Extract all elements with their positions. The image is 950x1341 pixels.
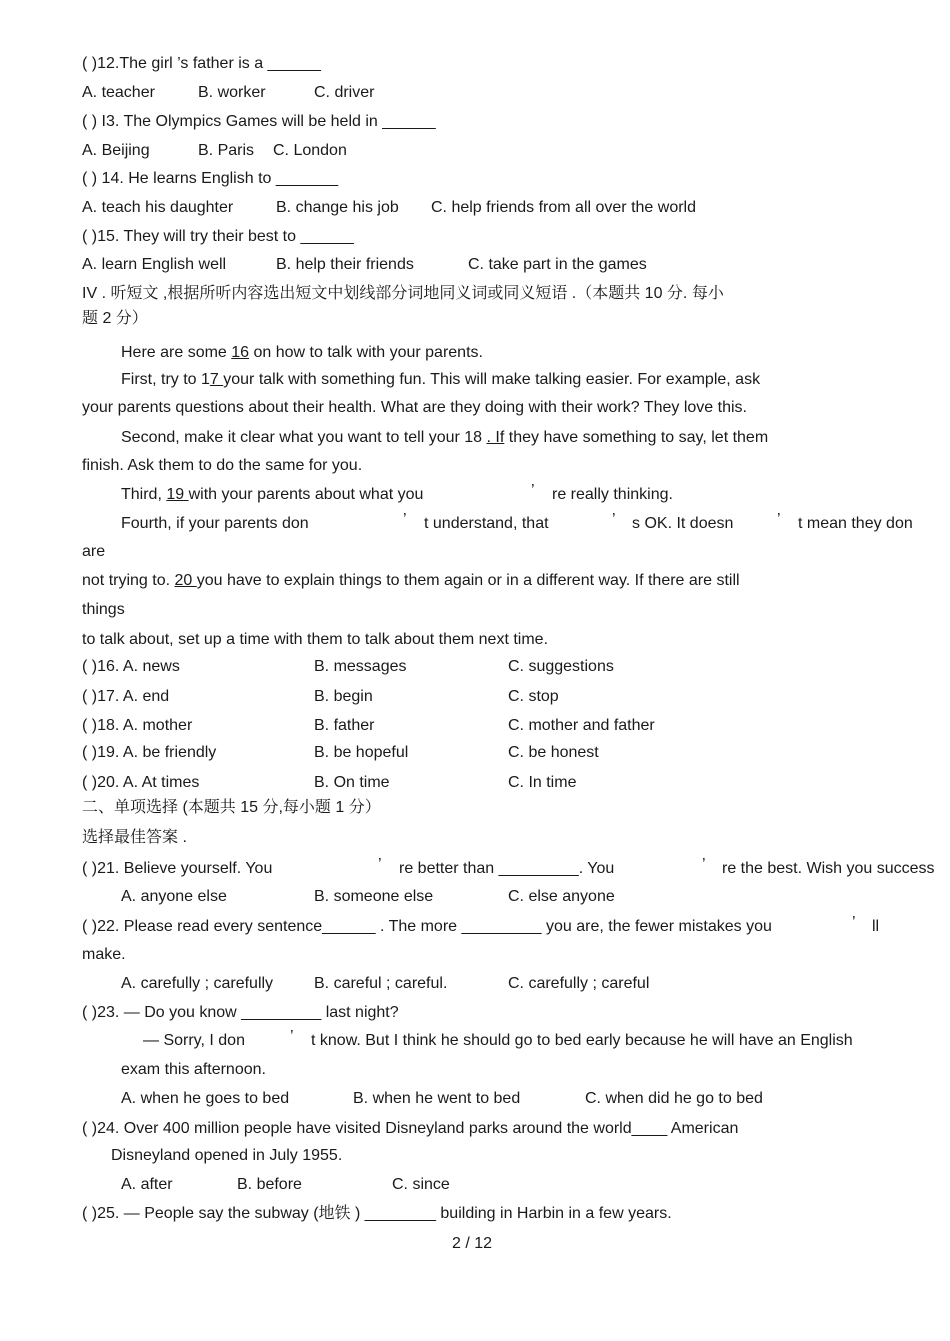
q18-option-a: ( )18. A. mother <box>82 717 193 734</box>
page-number: 2 / 12 <box>452 1235 493 1252</box>
q22-stem: ( )22. Please read every sentence______ . The more _________ you are, the fewer mistakes you <box>82 918 772 935</box>
q21-stem: ( )21. Believe yourself. You <box>82 860 273 877</box>
q19-option-b: B. be hopeful <box>314 744 409 761</box>
q16-option-c: C. suggestions <box>508 658 614 675</box>
apostrophe: ’ <box>612 511 616 528</box>
apostrophe: ’ <box>777 511 781 528</box>
q23-stem: ( )23. — Do you know _________ last night? <box>82 1004 399 1021</box>
passage-line-7: Fourth, if your parents don <box>121 515 309 532</box>
apostrophe: ’ <box>531 482 535 499</box>
q23-option-b: B. when he went to bed <box>353 1090 521 1107</box>
q14-option-c: C. help friends from all over the world <box>431 199 696 216</box>
q24-option-a: A. after <box>121 1176 173 1193</box>
passage-line-11: to talk about, set up a time with them to talk about them next time. <box>82 631 549 648</box>
passage-line-5: finish. Ask them to do the same for you. <box>82 457 363 474</box>
q12-option-c: C. driver <box>314 84 375 101</box>
q13-option-a: A. Beijing <box>82 142 150 159</box>
apostrophe: ’ <box>852 914 856 931</box>
passage-line-7-c: s OK. It doesn <box>632 515 734 532</box>
blank-19: 19 <box>166 486 189 503</box>
q25-stem: ( )25. — People say the subway (地铁 ) ________ building in Harbin in a few years. <box>82 1205 672 1222</box>
section-2-title: 二、单项选择 (本题共 15 分,每小题 1 分） <box>82 799 381 816</box>
section-4-title: IV . 听短文 ,根据所听内容选出短文中划线部分词地同义词或同义短语 .（本题共 10 分. 每小 <box>82 285 724 302</box>
q23-option-a: A. when he goes to bed <box>121 1090 290 1107</box>
q17-option-b: B. begin <box>314 688 373 705</box>
q13-option-b: B. Paris <box>198 142 255 159</box>
section-4-title-cont: 题 2 分） <box>82 310 148 327</box>
passage-line-9: not trying to. 20 you have to explain things to them again or in a different way. If there are still <box>82 572 740 589</box>
q21-option-b: B. someone else <box>314 888 434 905</box>
q22-option-b: B. careful ; careful. <box>314 975 448 992</box>
passage-line-1: Here are some 16 on how to talk with your parents. <box>121 344 483 361</box>
apostrophe: ’ <box>702 856 706 873</box>
q20-option-b: B. On time <box>314 774 390 791</box>
q18-option-c: C. mother and father <box>508 717 655 734</box>
passage-line-6: Third, 19 with your parents about what you <box>121 486 424 503</box>
q14-option-b: B. change his job <box>276 199 399 216</box>
q23-option-c: C. when did he go to bed <box>585 1090 763 1107</box>
q12-stem: ( )12.The girl ’s father is a ______ <box>82 55 321 72</box>
q21-option-c: C. else anyone <box>508 888 615 905</box>
q24-stem-cont: Disneyland opened in July 1955. <box>111 1147 343 1164</box>
q13-option-c: C. London <box>273 142 347 159</box>
q12-option-b: B. worker <box>198 84 266 101</box>
passage-line-10: things <box>82 601 125 618</box>
blank-16: 16 <box>231 344 250 361</box>
apostrophe: ’ <box>290 1028 294 1045</box>
q15-option-c: C. take part in the games <box>468 256 647 273</box>
q23-line-3: exam this afternoon. <box>121 1061 266 1078</box>
q20-option-c: C. In time <box>508 774 577 791</box>
passage-line-2: First, try to 17 your talk with something fun. This will make talking easier. For example, ask <box>121 371 761 388</box>
q21-stem-c: re the best. Wish you success <box>722 860 935 877</box>
q13-stem: ( ) I3. The Olympics Games will be held in ______ <box>82 113 436 130</box>
q23-line-2-b: t know. But I think he should go to bed early because he will have an English <box>311 1032 853 1049</box>
q22-stem-b: ll <box>872 918 880 935</box>
q21-stem-b: re better than _________. You <box>399 860 615 877</box>
q24-stem: ( )24. Over 400 million people have visited Disneyland parks around the world____ American <box>82 1120 739 1137</box>
q22-stem-cont: make. <box>82 946 126 963</box>
passage-line-6-end: re really thinking. <box>552 486 673 503</box>
q19-option-a: ( )19. A. be friendly <box>82 744 217 761</box>
passage-line-8: are <box>82 543 106 560</box>
q15-option-a: A. learn English well <box>82 256 227 273</box>
q15-stem: ( )15. They will try their best to ______ <box>82 228 354 245</box>
q17-option-c: C. stop <box>508 688 559 705</box>
q23-line-2: — Sorry, I don <box>143 1032 245 1049</box>
q22-option-c: C. carefully ; careful <box>508 975 650 992</box>
apostrophe: ’ <box>378 856 382 873</box>
passage-line-7-d: t mean they don <box>798 515 913 532</box>
q14-option-a: A. teach his daughter <box>82 199 234 216</box>
q18-option-b: B. father <box>314 717 375 734</box>
q14-stem: ( ) 14. He learns English to _______ <box>82 170 339 187</box>
blank-18: . If <box>486 429 505 446</box>
passage-line-4: Second, make it clear what you want to tell your 18 . If they have something to say, let them <box>121 429 769 446</box>
q24-option-c: C. since <box>392 1176 450 1193</box>
q19-option-c: C. be honest <box>508 744 599 761</box>
passage-line-3: your parents questions about their health. What are they doing with their work? They love this. <box>82 399 747 416</box>
q20-option-a: ( )20. A. At times <box>82 774 200 791</box>
blank-20: 20 <box>174 572 197 589</box>
q24-option-b: B. before <box>237 1176 302 1193</box>
q15-option-b: B. help their friends <box>276 256 414 273</box>
blank-17: 7 <box>209 371 224 388</box>
q17-option-a: ( )17. A. end <box>82 688 170 705</box>
q16-option-b: B. messages <box>314 658 407 675</box>
q22-option-a: A. carefully ; carefully <box>121 975 274 992</box>
passage-line-7-b: t understand, that <box>424 515 549 532</box>
q16-option-a: ( )16. A. news <box>82 658 180 675</box>
apostrophe: ’ <box>403 511 407 528</box>
section-2-instruction: 选择最佳答案 . <box>82 829 187 846</box>
q21-option-a: A. anyone else <box>121 888 227 905</box>
q12-option-a: A. teacher <box>82 84 155 101</box>
